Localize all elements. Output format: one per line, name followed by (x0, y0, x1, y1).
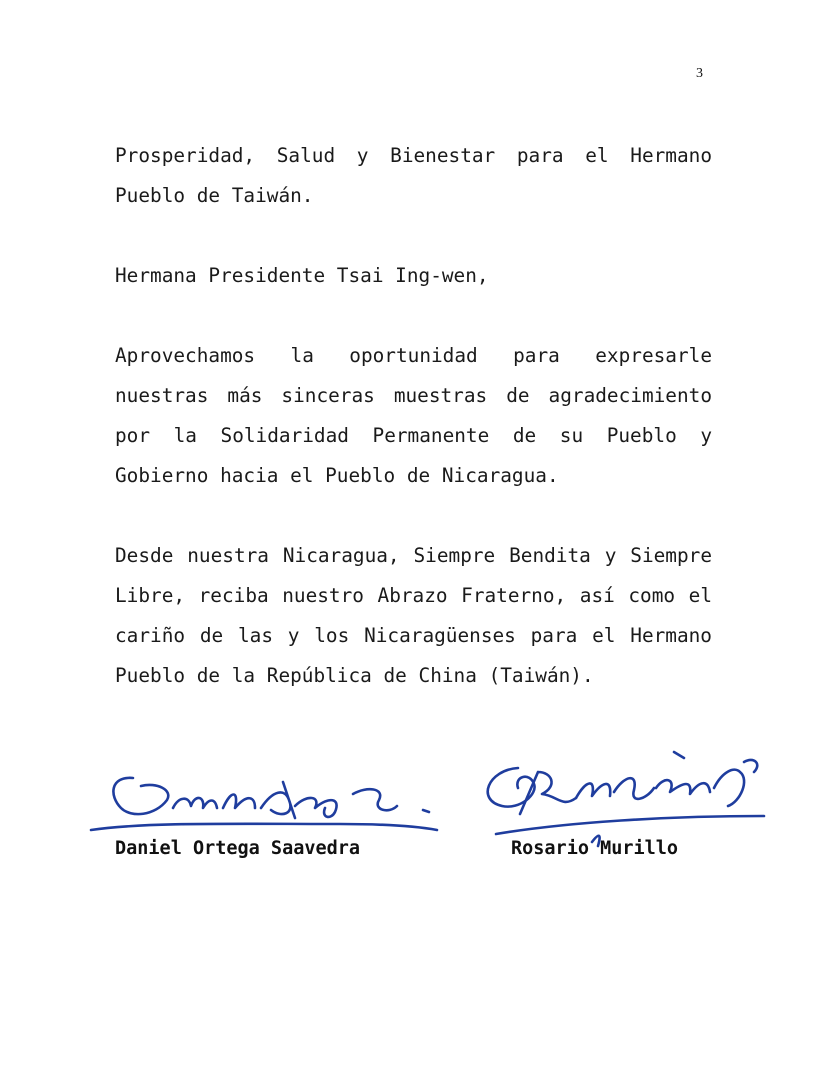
closing-wishes-paragraph: Prosperidad, Salud y Bienestar para el Hermano Pueblo de Taiwán. (115, 144, 712, 207)
page-number: 3 (696, 66, 703, 81)
signature-left-drawing (85, 760, 445, 840)
fraternal-embrace-paragraph: Desde nuestra Nicaragua, Siempre Bendita y Siempre Libre, reciba nuestro Abrazo Fraterno, así como el cariño de las y los Nicaragüenses para el Hermano Pueblo de la República de China (Taiwán). (115, 544, 712, 687)
gratitude-paragraph: Aprovechamos la oportunidad para expresarle nuestras más sinceras muestras de agradecimiento por la Solidaridad Permanente de su Pueblo y Gobierno hacia el Pueblo de Nicaragua. (115, 344, 712, 487)
signer-name-right: Rosario Murillo (511, 838, 679, 859)
salutation-paragraph: Hermana Presidente Tsai Ing-wen, (115, 264, 489, 287)
signer-name-left: Daniel Ortega Saavedra (115, 838, 361, 859)
letter-body (115, 136, 712, 696)
